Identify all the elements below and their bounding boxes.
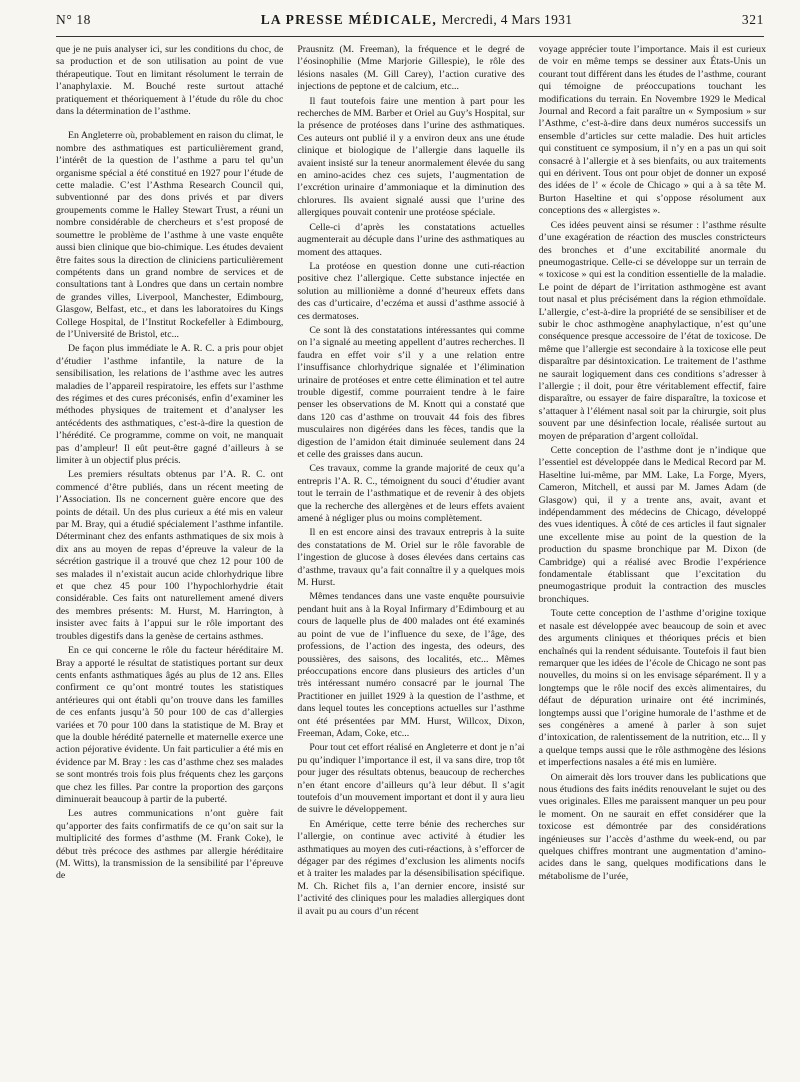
paragraph: Prausnitz (M. Freeman), la fréquence et le degré de l’éosinophilie (Mme Marjorie Gillespie), le rôle des lésions nasales (M. Gill Carey), l’action curative des injections de peptone et de calcium, etc...: [297, 44, 525, 93]
issue-date: Mercredi, 4 Mars 1931: [441, 12, 573, 27]
paragraph: Celle-ci d’après les constatations actuelles augmenterait au décuple dans l’urine des asthmatiques au moment des attaques.: [297, 221, 525, 258]
paragraph: Les premiers résultats obtenus par l’A. R. C. ont commencé d’être publiés, dans un récent meeting de l’Association. Ils ne concernent guère encore que des points de détail. Un des plus curieux a été mis en valeur par M. Bray, qui a étudié spécialement l’asthme infantile. Déterminant chez des enfants asthmatiques de six mois à dix ans au moyen de repas d’épreuve la valeur de la sécrétion gastrique il a trouvé que chez 12 pour 100 de ses malades il n’existait aucun acide chlorhydrique libre et que chez 45 pour 100 l’hypochlorhydrie était considérable. Ces faits ont naturellement amené divers des membres présents: M. Hurst, M. Harrington, à insister avec faits à l’appui sur le rôle important des troubles digestifs dans la genèse de certains asthmes.: [56, 469, 284, 642]
paragraph: Ce sont là des constatations intéressantes qui comme on l’a signalé au meeting appellent d’autres recherches. Il faudra en effet voir s’il y a une relation entre l’insuffisance chlorhydrique signalée et l’élimination urinaire de protéoses et entre cette élimination et tel autre trouble digestif, comme pourraient tendre à le faire penser les observations de M. Knott qui a constaté que dans 120 cas d’asthme on trouvait 44 fois des fibres musculaires non digérées dans les fèces, tandis que la digestion de l’amidon était diminuée seulement dans 24 et celle des graisses dans aucun.: [297, 324, 525, 460]
paragraph: Il faut toutefois faire une mention à part pour les recherches de MM. Barber et Oriel au Guy’s Hospital, sur la présence de protéoses dans l’urine des asthmatiques. Ces auteurs ont publié il y a environ deux ans une étude clinique et biologique de l’allergie dans laquelle ils avaient insisté sur la teneur anormalement élevée du sang en amino-acides chez ces sujets, l’augmentation de l’excrétion urinaire d’ammoniaque et la diminution des chlorures. Ils avaient signalé aussi que l’urine des allergiques pouvait contenir une protéose spéciale.: [297, 95, 525, 219]
paragraph: Il en est encore ainsi des travaux entrepris à la suite des constatations de M. Oriel sur le rôle favorable de l’ingestion de glucose à doses élevées dans certains cas d’asthme, travaux qu’a fait connaître il y a quelques mois M. Hurst.: [297, 527, 525, 589]
paragraph: De façon plus immédiate le A. R. C. a pris pour objet d’étudier l’asthme infantile, la nature de la sensibilisation, les relations de l’asthme avec les autres maladies de l’appareil respiratoire, les effets sur l’asthme des régimes et des cures préconisés, enfin d’examiner les méthodes physiques de traitement et d’analyser les antécédents des asthmatiques, c’est-à-dire la question de l’hérédité. Ce programme, comme on voit, ne manquait pas d’ampleur! Il eût peut-être gagné d’ailleurs à se limiter à un objectif plus précis.: [56, 343, 284, 466]
paragraph: Les autres communications n’ont guère fait qu’apporter des faits confirmatifs de ce qu’on sait sur la multiplicité des formes d’asthme (M. Frank Coke), le début très précoce des asthmes par allergie héréditaire (M. Witts), la transmission de la sensibilité par l’épreuve de: [56, 808, 284, 882]
journal-title: LA PRESSE MÉDICALE,: [260, 12, 437, 27]
paragraph: Cette conception de l’asthme dont je n’indique que l’essentiel est développée dans le Medical Record par M. Haseltine lui-même, par MM. Lake, La Forge, Myers, Cameron, Mitchell, et aussi par M. James Adam (de Glasgow) qui, il y a trente ans, avait, avant et indépendamment des médecins de Chicago, développé des vues identiques. À côté de ces articles il faut signaler une excellente mise au point de la question de la production du spasme bronchique par M. Dixon (de Cambridge) qui a réalisé avec Brodie l’expérience fondamentale établissant que l’excitation du pneumogastrique produit la contraction des muscles bronchiques.: [538, 445, 766, 605]
paragraph: voyage apprécier toute l’importance. Mais il est curieux de voir en même temps se dessiner aux États-Unis un courant tout différent dans les études de l’asthme, courant qui témoigne de préoccupations touchant les modifications du terrain. En Novembre 1929 le Medical Journal and Record a fait paraître un « Symposium » sur l’Asthme, c’est-à-dire dans deux numéros successifs un ensemble d’articles sur cette maladie. Des huit articles qui constituent ce symposium, il n’y en a pas un qui soit consacré à l’allergie et à ses bienfaits, ou aux traitements qui en dérivent. Tous ont pour objet de donner un exposé des idées de l’ « école de Chicago » qui a à sa tête M. Burton Haseltine et qui s’oppose résolument aux conceptions des « allergistes ».: [538, 44, 766, 217]
column-1: [56, 44, 283, 1076]
header-rule: [56, 36, 764, 37]
paragraph: Ces travaux, comme la grande majorité de ceux qu’a entrepris l’A. R. C., témoignent du souci d’étudier avant tout le terrain de l’asthmatique et de revenir à des objets que la recherche des allergènes et de leurs effets avaient amené à négliger plus ou moins complètement.: [297, 463, 525, 525]
journal-title-line: [261, 12, 573, 28]
column-2: [297, 44, 524, 1076]
paragraph: La protéose en question donne une cuti-réaction positive chez l’allergique. Cette substance injectée en solution au millionième a donné d’heureux effets dans des cas d’urticaire, d’eczéma et aussi d’asthme associé à ces dermatoses.: [297, 260, 525, 322]
paragraph: En ce qui concerne le rôle du facteur héréditaire M. Bray a apporté le résultat de statistiques portant sur deux cents enfants asthmatiques âgés au plus de 12 ans. Elles confirment ce qu’ont montré toutes les statistiques antérieures qui ont établi qu’on trouve dans les familles de ces enfants jusqu’à 50 pour 100 de cas d’allergies variées et 70 pour 100 dans la statistique de M. Bray et que la double hérédité paternelle et maternelle exerce une action péjorative évidente. Un fait particulier a été mis en évidence par M. Bray : les cas d’asthme chez ses malades se sont montrés trois fois plus fréquents chez les garçons que chez les filles. Par contre la proportion des garçons diminuerait beaucoup à partir de la puberté.: [56, 645, 284, 805]
paragraph: On aimerait dès lors trouver dans les publications que nous étudions des faits inédits renouvelant le sujet ou des vues originales. Elles me paraissent manquer un peu pour le moment. On ne saurait en effet considérer que la toxicose est démontrée par des considérations ingénieuses sur l’accès d’asthme du week-end, ou par quelques chiffres montrant une augmentation d’amino-acides dans le sang, quelques modifications dans le métabolisme de l’urée,: [538, 771, 766, 882]
paragraph: Mêmes tendances dans une vaste enquête poursuivie pendant huit ans à la Royal Infirmary d’Edimbourg et au cours de laquelle plus de 400 malades ont été examinés au point de vue de l’influence du sexe, de l’âge, des professions, de l’action des ingesta, des odeurs, des poussières, des saisons, des localités, etc... Mêmes préoccupations encore dans plusieurs des articles d’un très intéressant numéro consacré par le journal The Practitioner en juillet 1929 à la question de l’asthme, et dans lequel toutes les conceptions actuelles sur l’asthme ont été présentées par MM. Hurst, Willcox, Dixon, Freeman, Adam, Coke, etc...: [297, 591, 525, 739]
page-number: 321: [741, 12, 764, 27]
issue-number: N° 18: [56, 12, 92, 27]
paragraph: Toute cette conception de l’asthme d’origine toxique et nasale est développée avec beaucoup de soin et avec des arguments cliniques et théoriques précis et bien enchaînés qui la rendent séduisante. Toutefois il faut bien remarquer que les idées de l’école de Chicago ne sont pas nouvelles, du moins si on les envisage séparément. Il y a longtemps que le rôle nocif des excès alimentaires, du défaut de dépuration urinaire ont été incriminés, longtemps aussi que l’origine humorale de l’asthme et de ses congénères a amené à parler à son sujet d’intoxication, de ralentissement de la nutrition, etc... Il y a quelque temps aussi que le rôle asthmogène des lésions et imperfections nasales a été mis en lumière.: [538, 608, 766, 769]
paragraph: En Amérique, cette terre bénie des recherches sur l’allergie, on continue avec activité à étudier les asthmatiques au moyen des cuti-réactions, à s’efforcer de dégager par des régimes d’exclusion les aliments nocifs et à traiter les malades par la désensibilisation spécifique. M. Ch. Richet fils a, l’an dernier encore, insisté sur l’activité des cliniques pour les maladies allergiques dont il avait pu au cours d’un récent: [297, 818, 525, 917]
paragraph: En Angleterre où, probablement en raison du climat, le nombre des asthmatiques est particulièrement grand, l’intérêt de la question de l’asthme a paru tel qu’un organisme spécial a été constitué en 1927 pour l’étude de cette maladie. C’est l’Asthma Research Council qui, subventionné par des dons privés et par divers groupements comme le Halley Stewart Trust, a réuni un nombre considérable de chercheurs et s’est proposé de soumettre le problème de l’asthme à une vaste enquête aussi bien clinique que bio-chimique. Les études devaient être faites sous la direction de cliniciens particulièrement compétents dans un grand nombre de services et de consultations tant à Londres que dans un certain nombre de grandes villes, Liverpool, Manchester, Edimbourg, Glasgow, Belfast, etc., et dans les laboratoires du Kings College Hospital, de l’Institut Rockefeller à Edimbourg, de l’Université de Bristol, etc...: [56, 130, 284, 340]
paragraph: Ces idées peuvent ainsi se résumer : l’asthme résulte d’une exagération de réaction des muscles constricteurs des bronches et d’une excitabilité anormale du pneumogastrique. Celle-ci se développe sur un terrain de « toxicose » qui est la condition essentielle de la maladie. Le point de départ de l’irritation asthmogène est avant tout nasal et plus précisément dans la région ethmoïdale. L’allergie, c’est-à-dire la propriété de se sensibiliser et de subir le choc asthmogène anaphylactique, n’est qu’une conséquence presque accessoire de l’état de toxicose. De même que l’allergie est secondaire à la toxicose elle peut disparaître par désintoxication. Le traitement de l’asthme ne saurait logiquement dans ces conditions s’adresser à l’allergie ; il doit, pour être véritablement effectif, faire disparaître, ou essayer de faire disparaître, la toxicose et s’attaquer à l’élément nasal soit par la chirurgie, soit plus souvent par une désinfection locale, réalisée surtout au moyen de préparation d’argent colloïdal.: [538, 219, 766, 442]
column-3: [539, 44, 766, 1076]
running-header: [56, 12, 764, 34]
paragraph: Pour tout cet effort réalisé en Angleterre et dont je n’ai pu qu’indiquer l’importance il est, il va sans dire, trop tôt pour juger des résultats obtenus, beaucoup de recherches n’en étant encore d’ailleurs qu’à leur début. Il s’agit toutefois d’un mouvement important et dont il y aura lieu de suivre le développement.: [297, 742, 525, 816]
article-body: [56, 44, 766, 1076]
paragraph: que je ne puis analyser ici, sur les conditions du choc, de sa production et de son utilisation au point de vue thérapeutique. Tout en limitant résolument le terrain de l’anaphylaxie. M. Bouché reste surtout attaché pratiquement et théoriquement à l’étude du rôle du choc dans la détermination de l’asthme.: [56, 44, 284, 118]
